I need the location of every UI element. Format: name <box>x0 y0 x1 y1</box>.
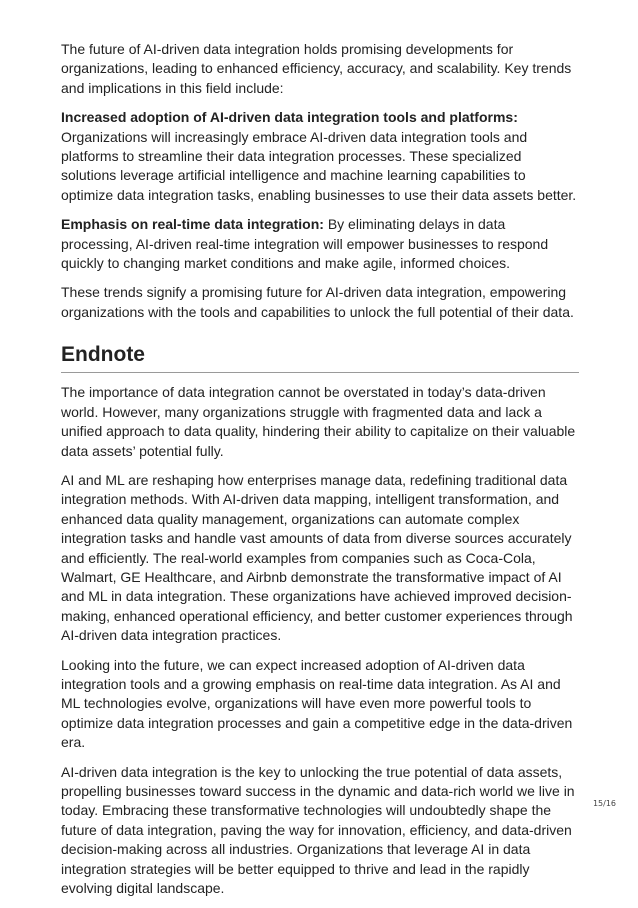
trend-paragraph-adoption <box>61 108 579 205</box>
intro-paragraph: The future of AI-driven data integration holds promising developments for organizations, leading to enhanced efficiency, accuracy, and scalability. Key trends and implications in this field include: <box>61 41 572 96</box>
endnote-heading: Endnote <box>61 342 579 373</box>
endnote-paragraph-2: AI and ML are reshaping how enterprises manage data, redefining traditional data integration methods. With AI-driven data mapping, intelligent transformation, and enhanced data quality management, organizations can automate complex integration tasks and handle vast amounts of data from diverse sources accurately and efficiently. The real-world examples from companies such as Coca-Cola, Walmart, GE Healthcare, and Airbnb demonstrate the transformative impact of AI and ML in data integration. These organizations have achieved improved decision-making, enhanced operational efficiency, and better customer experiences through AI-driven data integration practices. <box>61 471 573 644</box>
page-number: 15/16 <box>592 799 616 808</box>
summary-paragraph: These trends signify a promising future for AI-driven data integration, empowering organizations with the tools and capabilities to unlock the full potential of their data. <box>61 284 574 320</box>
trend-title-adoption: Increased adoption of AI-driven data integration tools and platforms: <box>61 109 518 126</box>
endnote-paragraph-1: The importance of data integration cannot be overstated in today’s data-driven world. However, many organizations struggle with fragmented data and lack a unified approach to data quality, hindering their ability to capitalize on their valuable data assets’ potential fully. <box>61 384 576 459</box>
trend-paragraph-realtime <box>61 215 579 273</box>
trend-text-adoption: Organizations will increasingly embrace AI-driven data integration tools and platforms to streamline their data integration processes. These specialized solutions leverage artificial intelligence and machine learning capabilities to optimize data integration tasks, enabling businesses to use their data assets better. <box>61 128 577 203</box>
trend-text-realtime: By eliminating delays in data processing, AI-driven real-time integration will empower businesses to respond quickly to changing market conditions and make agile, informed choices. <box>61 216 549 272</box>
endnote-paragraph-4: AI-driven data integration is the key to unlocking the true potential of data assets, propelling businesses toward success in the dynamic and data-rich world we live in today. Embracing these transformative technologies will undoubtedly shape the future of data integration, paving the way for innovation, efficiency, and data-driven decision-making across all industries. Organizations that leverage AI in data integration strategies will be better equipped to thrive and lead in the rapidly evolving digital landscape. <box>61 763 575 897</box>
endnote-paragraph-3: Looking into the future, we can expect increased adoption of AI-driven data integration tools and a growing emphasis on real-time data integration. As AI and ML technologies evolve, organizations will have even more powerful tools to optimize data integration processes and gain a competitive edge in the data-driven era. <box>61 656 573 751</box>
trend-title-realtime: Emphasis on real-time data integration: <box>61 216 324 233</box>
document-page <box>61 40 579 908</box>
